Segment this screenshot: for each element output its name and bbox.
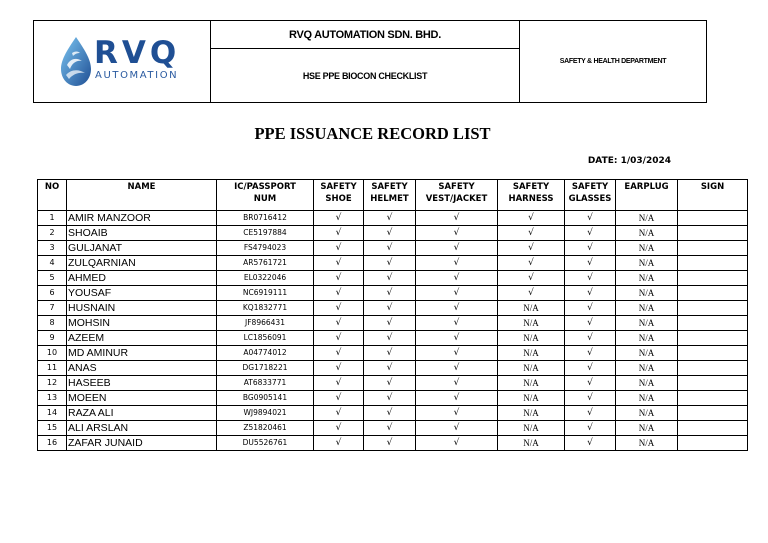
cell-ic: AT6833771 [217, 376, 314, 391]
cell-helmet: √ [364, 376, 416, 391]
table-row [38, 226, 748, 241]
cell-no: 7 [38, 301, 67, 316]
cell-ic: AR5761721 [217, 256, 314, 271]
cell-helmet: √ [364, 286, 416, 301]
cell-shoe: √ [314, 271, 364, 286]
cell-helmet: √ [364, 346, 416, 361]
cell-no: 3 [38, 241, 67, 256]
col-ic-header: IC/PASSPORT NUM [217, 180, 314, 211]
cell-glasses: √ [565, 256, 616, 271]
logo-wordmark: RVQ [94, 35, 181, 71]
cell-vest: √ [416, 316, 498, 331]
cell-shoe: √ [314, 316, 364, 331]
cell-no: 4 [38, 256, 67, 271]
cell-shoe: √ [314, 391, 364, 406]
cell-no: 6 [38, 286, 67, 301]
cell-sign [678, 346, 748, 361]
cell-shoe: √ [314, 361, 364, 376]
cell-vest: √ [416, 301, 498, 316]
cell-vest: √ [416, 256, 498, 271]
cell-vest: √ [416, 241, 498, 256]
cell-name: ZAFAR JUNAID [67, 436, 217, 451]
cell-sign [678, 241, 748, 256]
cell-ic: WJ9894021 [217, 406, 314, 421]
table-row [38, 241, 748, 256]
cell-earplug: N/A [616, 286, 678, 301]
cell-harness: √ [498, 211, 565, 226]
cell-earplug: N/A [616, 346, 678, 361]
cell-name: HUSNAIN [67, 301, 217, 316]
cell-shoe: √ [314, 376, 364, 391]
cell-vest: √ [416, 406, 498, 421]
cell-no: 1 [38, 211, 67, 226]
cell-name: AMIR MANZOOR [67, 211, 217, 226]
cell-shoe: √ [314, 301, 364, 316]
cell-shoe: √ [314, 241, 364, 256]
cell-glasses: √ [565, 406, 616, 421]
cell-no: 11 [38, 361, 67, 376]
col-glasses-header: SAFETY GLASSES [565, 180, 616, 211]
table-row [38, 436, 748, 451]
cell-glasses: √ [565, 241, 616, 256]
cell-harness: N/A [498, 316, 565, 331]
cell-name: SHOAIB [67, 226, 217, 241]
cell-helmet: √ [364, 331, 416, 346]
table-row [38, 361, 748, 376]
table-row [38, 256, 748, 271]
table-header-row [38, 180, 748, 211]
cell-no: 14 [38, 406, 67, 421]
cell-name: AHMED [67, 271, 217, 286]
table-row [38, 316, 748, 331]
cell-shoe: √ [314, 226, 364, 241]
department-name: SAFETY & HEALTH DEPARTMENT [520, 21, 707, 103]
cell-glasses: √ [565, 376, 616, 391]
col-sign-header: SIGN [678, 180, 748, 211]
col-shoe-header: SAFETY SHOE [314, 180, 364, 211]
cell-glasses: √ [565, 346, 616, 361]
company-name: RVQ AUTOMATION SDN. BHD. [211, 21, 520, 49]
cell-name: MOHSIN [67, 316, 217, 331]
cell-vest: √ [416, 346, 498, 361]
cell-name: MOEEN [67, 391, 217, 406]
cell-helmet: √ [364, 271, 416, 286]
cell-earplug: N/A [616, 316, 678, 331]
cell-harness: N/A [498, 346, 565, 361]
cell-sign [678, 211, 748, 226]
cell-ic: FS4794023 [217, 241, 314, 256]
cell-ic: BR0716412 [217, 211, 314, 226]
table-row [38, 376, 748, 391]
cell-earplug: N/A [616, 301, 678, 316]
col-earplug-header: EARPLUG [616, 180, 678, 211]
cell-vest: √ [416, 391, 498, 406]
ppe-record-table [37, 179, 748, 451]
cell-sign [678, 286, 748, 301]
cell-vest: √ [416, 421, 498, 436]
water-drop-logo-icon [58, 35, 94, 89]
table-row [38, 286, 748, 301]
cell-harness: √ [498, 226, 565, 241]
cell-vest: √ [416, 211, 498, 226]
cell-ic: LC1856091 [217, 331, 314, 346]
document-title: PPE ISSUANCE RECORD LIST [254, 124, 491, 143]
cell-vest: √ [416, 331, 498, 346]
cell-harness: √ [498, 271, 565, 286]
cell-glasses: √ [565, 391, 616, 406]
cell-shoe: √ [314, 346, 364, 361]
cell-glasses: √ [565, 331, 616, 346]
cell-harness: N/A [498, 331, 565, 346]
company-logo [58, 35, 188, 89]
cell-name: HASEEB [67, 376, 217, 391]
cell-earplug: N/A [616, 256, 678, 271]
checklist-name: HSE PPE BIOCON CHECKLIST [211, 49, 520, 103]
cell-ic: EL0322046 [217, 271, 314, 286]
cell-ic: BG0905141 [217, 391, 314, 406]
cell-vest: √ [416, 226, 498, 241]
table-row [38, 211, 748, 226]
cell-helmet: √ [364, 316, 416, 331]
cell-harness: N/A [498, 436, 565, 451]
logo-cell [34, 21, 211, 103]
cell-harness: N/A [498, 376, 565, 391]
cell-shoe: √ [314, 436, 364, 451]
cell-helmet: √ [364, 301, 416, 316]
cell-sign [678, 421, 748, 436]
table-row [38, 346, 748, 361]
cell-name: MD AMINUR [67, 346, 217, 361]
cell-name: ANAS [67, 361, 217, 376]
cell-no: 15 [38, 421, 67, 436]
cell-shoe: √ [314, 421, 364, 436]
cell-glasses: √ [565, 271, 616, 286]
cell-no: 12 [38, 376, 67, 391]
cell-glasses: √ [565, 436, 616, 451]
col-harness-header: SAFETY HARNESS [498, 180, 565, 211]
table-row [38, 301, 748, 316]
cell-glasses: √ [565, 301, 616, 316]
cell-sign [678, 331, 748, 346]
cell-ic: KQ1832771 [217, 301, 314, 316]
cell-vest: √ [416, 361, 498, 376]
cell-harness: √ [498, 241, 565, 256]
cell-earplug: N/A [616, 241, 678, 256]
table-row [38, 271, 748, 286]
cell-no: 16 [38, 436, 67, 451]
cell-ic: DU5526761 [217, 436, 314, 451]
cell-ic: A04774012 [217, 346, 314, 361]
cell-vest: √ [416, 271, 498, 286]
cell-earplug: N/A [616, 226, 678, 241]
cell-ic: DG1718221 [217, 361, 314, 376]
cell-earplug: N/A [616, 361, 678, 376]
cell-name: GULJANAT [67, 241, 217, 256]
cell-harness: N/A [498, 406, 565, 421]
cell-earplug: N/A [616, 436, 678, 451]
cell-name: RAZA ALI [67, 406, 217, 421]
cell-harness: √ [498, 256, 565, 271]
cell-earplug: N/A [616, 421, 678, 436]
cell-ic: CE5197884 [217, 226, 314, 241]
cell-earplug: N/A [616, 331, 678, 346]
cell-helmet: √ [364, 406, 416, 421]
cell-harness: N/A [498, 391, 565, 406]
cell-harness: √ [498, 286, 565, 301]
cell-shoe: √ [314, 286, 364, 301]
cell-glasses: √ [565, 286, 616, 301]
cell-sign [678, 406, 748, 421]
cell-helmet: √ [364, 241, 416, 256]
cell-vest: √ [416, 436, 498, 451]
table-row [38, 391, 748, 406]
cell-harness: N/A [498, 301, 565, 316]
table-row [38, 421, 748, 436]
cell-no: 8 [38, 316, 67, 331]
cell-name: AZEEM [67, 331, 217, 346]
cell-glasses: √ [565, 421, 616, 436]
cell-helmet: √ [364, 436, 416, 451]
cell-ic: JF8966431 [217, 316, 314, 331]
cell-sign [678, 361, 748, 376]
col-helmet-header: SAFETY HELMET [364, 180, 416, 211]
record-date: DATE: 1/03/2024 [587, 156, 671, 166]
table-body [38, 211, 748, 451]
cell-glasses: √ [565, 316, 616, 331]
table-row [38, 331, 748, 346]
cell-earplug: N/A [616, 211, 678, 226]
cell-helmet: √ [364, 361, 416, 376]
cell-no: 13 [38, 391, 67, 406]
cell-no: 5 [38, 271, 67, 286]
cell-name: ZULQARNIAN [67, 256, 217, 271]
cell-earplug: N/A [616, 376, 678, 391]
cell-earplug: N/A [616, 391, 678, 406]
cell-shoe: √ [314, 331, 364, 346]
col-vest-header: SAFETY VEST/JACKET [416, 180, 498, 211]
cell-helmet: √ [364, 211, 416, 226]
cell-earplug: N/A [616, 406, 678, 421]
cell-sign [678, 256, 748, 271]
cell-helmet: √ [364, 391, 416, 406]
cell-ic: Z51820461 [217, 421, 314, 436]
cell-sign [678, 376, 748, 391]
cell-harness: N/A [498, 361, 565, 376]
cell-sign [678, 301, 748, 316]
cell-earplug: N/A [616, 271, 678, 286]
cell-no: 9 [38, 331, 67, 346]
cell-glasses: √ [565, 211, 616, 226]
col-no-header: NO [38, 180, 67, 211]
cell-helmet: √ [364, 421, 416, 436]
logo-subtext: AUTOMATION [95, 70, 179, 81]
cell-ic: NC6919111 [217, 286, 314, 301]
document-header [33, 20, 707, 103]
cell-sign [678, 271, 748, 286]
cell-vest: √ [416, 286, 498, 301]
cell-no: 2 [38, 226, 67, 241]
col-name-header: NAME [67, 180, 217, 211]
cell-sign [678, 316, 748, 331]
cell-glasses: √ [565, 226, 616, 241]
cell-shoe: √ [314, 211, 364, 226]
cell-vest: √ [416, 376, 498, 391]
cell-sign [678, 391, 748, 406]
cell-sign [678, 436, 748, 451]
cell-shoe: √ [314, 256, 364, 271]
cell-no: 10 [38, 346, 67, 361]
cell-shoe: √ [314, 406, 364, 421]
table-row [38, 406, 748, 421]
cell-harness: N/A [498, 421, 565, 436]
cell-name: ALI ARSLAN [67, 421, 217, 436]
cell-sign [678, 226, 748, 241]
cell-helmet: √ [364, 256, 416, 271]
cell-name: YOUSAF [67, 286, 217, 301]
cell-glasses: √ [565, 361, 616, 376]
cell-helmet: √ [364, 226, 416, 241]
